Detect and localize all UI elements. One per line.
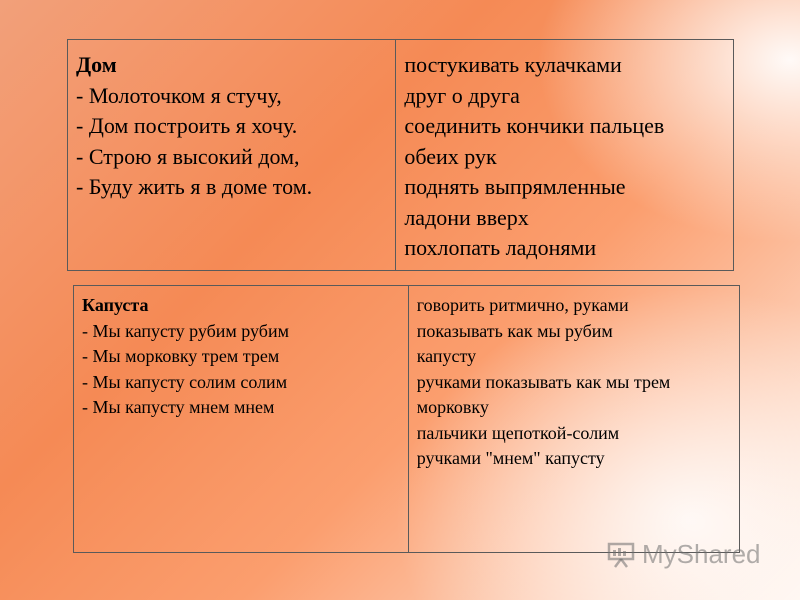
cabbage-action-line: морковку bbox=[416, 397, 489, 417]
house-title: Дом bbox=[76, 52, 117, 77]
cabbage-table bbox=[73, 285, 740, 553]
watermark-text: MyShared bbox=[642, 538, 761, 569]
cabbage-action-line: показывать как мы рубим bbox=[416, 320, 613, 341]
house-action-line: соединить кончики пальцев bbox=[404, 113, 665, 138]
house-verse-line: - Дом построить я хочу. bbox=[76, 113, 298, 138]
cabbage-verse-line: - Мы капусту рубим рубим bbox=[82, 320, 289, 341]
house-action-line: постукивать кулачками bbox=[404, 52, 622, 77]
cabbage-action-line: ручками "мнем" капусту bbox=[416, 448, 605, 468]
house-action-line: обеих рук bbox=[404, 143, 497, 169]
house-table bbox=[67, 39, 734, 271]
house-action-line: ладони вверх bbox=[404, 204, 529, 230]
house-verse-line: - Строю я высокий дом, bbox=[76, 143, 300, 169]
cabbage-verse-line: - Мы морковку трем трем bbox=[82, 346, 280, 366]
cabbage-verse-line: - Мы капусту солим солим bbox=[82, 371, 288, 392]
watermark bbox=[606, 538, 761, 570]
cabbage-action-line: пальчики щепоткой-солим bbox=[416, 422, 620, 443]
house-action-line: поднять выпрямленные bbox=[404, 174, 626, 199]
house-actions-cell bbox=[396, 40, 734, 271]
cabbage-actions-cell bbox=[408, 286, 739, 553]
house-verse-line: - Молоточком я стучу, bbox=[76, 82, 282, 108]
house-verse-line: - Буду жить я в доме том. bbox=[76, 174, 313, 199]
house-action-line: похлопать ладонями bbox=[404, 235, 597, 260]
cabbage-action-line: говорить ритмично, руками bbox=[416, 295, 629, 315]
cabbage-verse-line: - Мы капусту мнем мнем bbox=[82, 397, 275, 417]
cabbage-title: Капуста bbox=[82, 295, 149, 315]
cabbage-action-line: ручками показывать как мы трем bbox=[416, 371, 671, 392]
cabbage-verse-cell bbox=[74, 286, 409, 553]
cabbage-action-line: капусту bbox=[416, 346, 477, 366]
presentation-board-icon bbox=[606, 539, 636, 569]
house-verse-cell bbox=[68, 40, 396, 271]
house-action-line: друг о друга bbox=[404, 82, 520, 108]
